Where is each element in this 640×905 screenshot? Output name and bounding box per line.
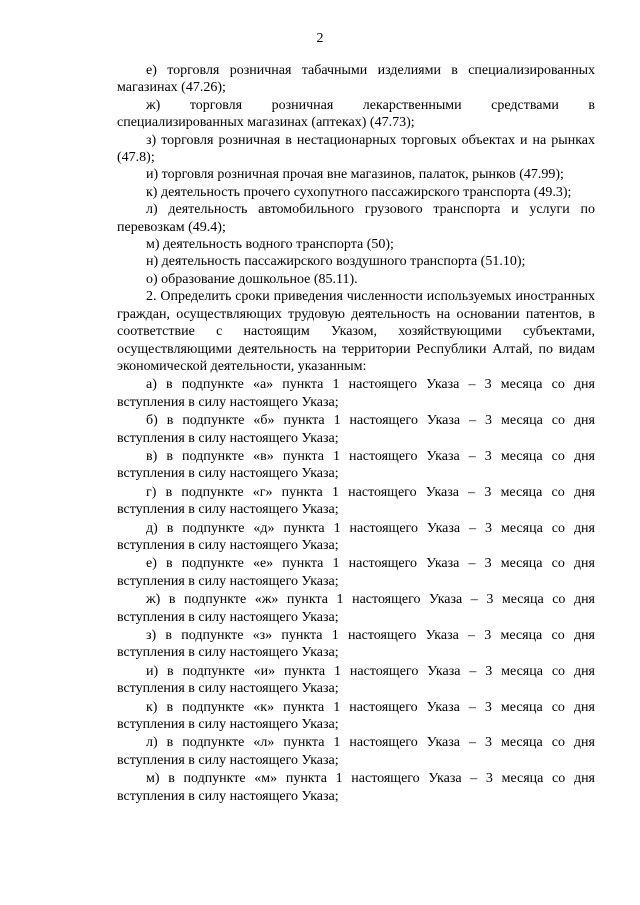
activity-item-n: н) деятельность пассажирского воздушного транспорта (51.10); [146,254,526,270]
deadline-item-g: г) в подпункте «г» пункта 1 настоящего Указа – 3 месяца со дня вступления в силу настоящего Указа; [117,484,595,518]
section-2-intro: 2. Определить сроки приведения численности используемых иностранных граждан, осуществляющих трудовую деятельность на основании патентов, в соответствие с настоящим Указом, хозяйствующими субъектами, осуществляющими деятельность на территории Республики Алтай, по видам экономической деятельности, указанным: [117,289,595,374]
deadline-item-m: м) в подпункте «м» пункта 1 настоящего Указа – 3 месяца со дня вступления в силу настоящего Указа; [117,771,595,804]
activity-item-e: е) торговля розничная табачными изделиями в специализированных магазинах (47.26); [117,63,595,96]
deadline-item-b: б) в подпункте «б» пункта 1 настоящего Указа – 3 месяца со дня вступления в силу настоящего Указа; [117,413,595,446]
deadline-item-a: а) в подпункте «а» пункта 1 настоящего Указа – 3 месяца со дня вступления в силу настоящего Указа; [117,377,595,410]
deadline-item-v: в) в подпункте «в» пункта 1 настоящего Указа – 3 месяца со дня вступления в силу настоящего Указа; [117,448,595,482]
activity-item-k: к) деятельность прочего сухопутного пассажирского транспорта (49.3); [146,184,572,200]
activity-item-l: л) деятельность автомобильного грузового транспорта и услуги по перевозкам (49.4); [117,202,595,235]
deadline-item-k: к) в подпункте «к» пункта 1 настоящего Указа – 3 месяца со дня вступления в силу настоящего Указа; [117,699,595,733]
deadline-item-i: и) в подпункте «и» пункта 1 настоящего Указа – 3 месяца со дня вступления в силу настоящего Указа; [117,663,595,697]
page-number: 2 [316,31,324,46]
activity-item-z: з) торговля розничная в нестационарных торговых объектах и на рынках (47.8); [117,132,595,166]
activity-item-i: и) торговля розничная прочая вне магазинов, палаток, рынков (47.99); [146,167,564,183]
deadline-item-l: л) в подпункте «л» пункта 1 настоящего Указа – 3 месяца со дня вступления в силу настоящего Указа; [117,735,595,768]
deadline-item-zh: ж) в подпункте «ж» пункта 1 настоящего Указа – 3 месяца со дня вступления в силу настоящего Указа; [117,592,595,625]
document-body [117,62,595,805]
activity-item-zh: ж) торговля розничная лекарственными средствами в специализированных магазинах (аптеках) (47.73); [117,97,595,131]
activity-item-o: о) образование дошкольное (85.11). [146,271,358,287]
deadline-item-z: з) в подпункте «з» пункта 1 настоящего Указа – 3 месяца со дня вступления в силу настоящего Указа; [117,628,595,661]
deadline-item-d: д) в подпункте «д» пункта 1 настоящего Указа – 3 месяца со дня вступления в силу настоящего Указа; [117,520,595,553]
activity-item-m: м) деятельность водного транспорта (50); [146,237,394,253]
deadline-item-e: е) в подпункте «е» пункта 1 настоящего Указа – 3 месяца со дня вступления в силу настоящего Указа; [117,556,595,589]
